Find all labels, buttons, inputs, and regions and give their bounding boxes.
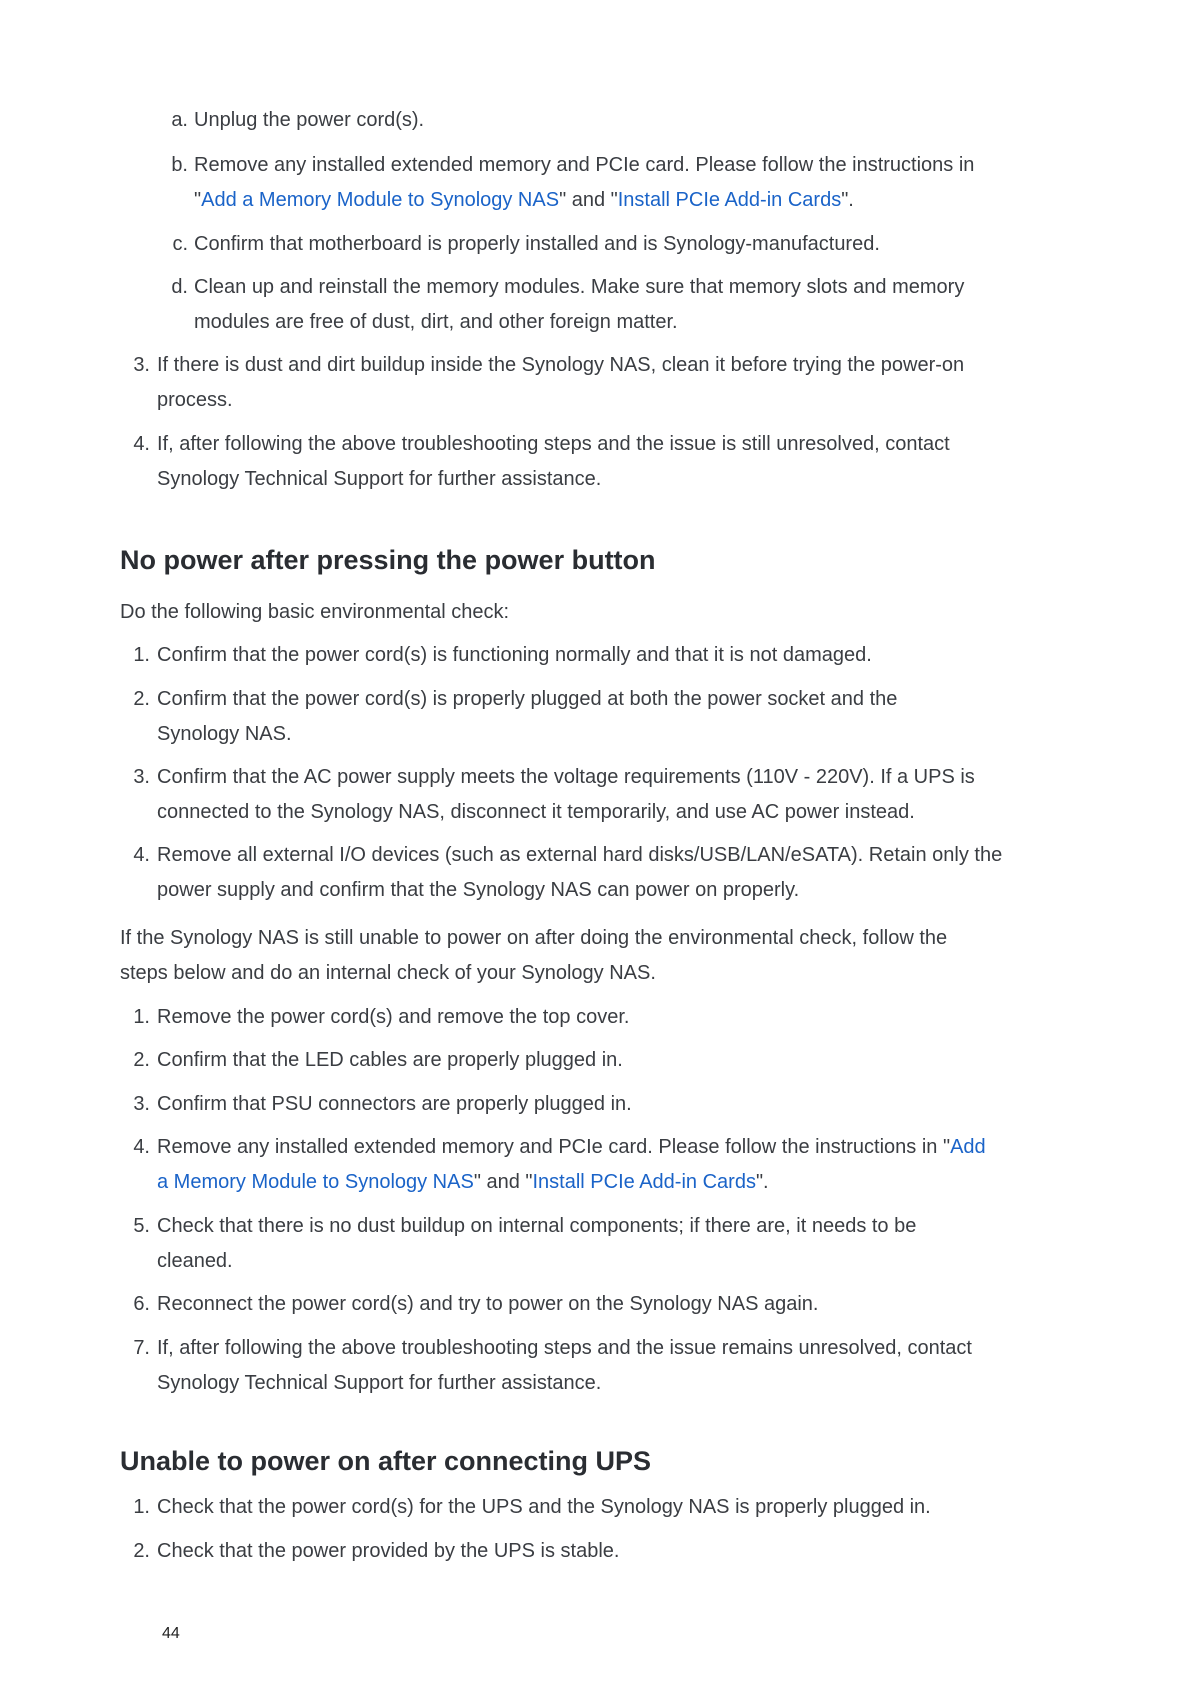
- list-item-text-with-links: [157, 1165, 769, 1199]
- list-item-text: Synology NAS.: [157, 723, 292, 745]
- list-item-text: Confirm that the power cord(s) is functioning normally and that it is not damaged.: [157, 644, 872, 666]
- sub-item-text: Unplug the power cord(s).: [194, 109, 425, 131]
- section-intro: Do the following basic environmental check:: [120, 601, 510, 623]
- page-number: 44: [162, 1625, 180, 1642]
- list-item-marker: 4.: [133, 844, 150, 866]
- list-item-text-with-link: [157, 1130, 986, 1164]
- link-install-pcie-cards[interactable]: Install PCIe Add-in Cards: [617, 189, 842, 211]
- list-item-marker: 4.: [133, 433, 150, 455]
- link-separator: " and ": [559, 189, 618, 211]
- sub-item-marker: c.: [172, 233, 188, 255]
- list-item-marker: 2.: [133, 1540, 150, 1562]
- list-item-text: connected to the Synology NAS, disconnect it temporarily, and use AC power instead.: [157, 801, 915, 823]
- sub-item-text: Remove any installed extended memory and PCIe card. Please follow the instructions in: [194, 154, 975, 176]
- list-item-marker: 6.: [133, 1293, 150, 1315]
- link-add-memory-module[interactable]: Add: [950, 1136, 986, 1158]
- link-add-memory-module[interactable]: a Memory Module to Synology NAS: [157, 1171, 474, 1193]
- section-heading: Unable to power on after connecting UPS: [120, 1446, 652, 1476]
- list-item-text: Synology Technical Support for further assistance.: [157, 1372, 602, 1394]
- sub-item-text: modules are free of dust, dirt, and other foreign matter.: [194, 311, 678, 333]
- list-item-marker: 1.: [133, 1496, 150, 1518]
- link-add-memory-module[interactable]: Add a Memory Module to Synology NAS: [201, 189, 560, 211]
- quote-close: ".: [755, 1171, 769, 1193]
- list-item-text: Check that there is no dust buildup on internal components; if there are, it needs to be: [157, 1215, 917, 1237]
- list-item-marker: 1.: [133, 644, 150, 666]
- list-item-text: Synology Technical Support for further assistance.: [157, 468, 602, 490]
- quote-close: ".: [841, 189, 854, 211]
- list-item-text: If, after following the above troubleshooting steps and the issue remains unresolved, contact: [157, 1337, 972, 1359]
- list-item-text: Remove the power cord(s) and remove the top cover.: [157, 1006, 630, 1028]
- sub-item-text: Clean up and reinstall the memory modules. Make sure that memory slots and memory: [194, 276, 965, 298]
- sub-item-marker: b.: [171, 154, 188, 176]
- quote-open: ": [194, 189, 202, 211]
- section-heading: No power after pressing the power button: [120, 545, 656, 575]
- list-item-text: Reconnect the power cord(s) and try to power on the Synology NAS again.: [157, 1293, 819, 1315]
- list-item-text: Confirm that the AC power supply meets the voltage requirements (110V - 220V). If a UPS is: [157, 766, 975, 788]
- list-item-marker: 2.: [133, 1049, 150, 1071]
- list-item-marker: 3.: [133, 766, 150, 788]
- list-item-text: power supply and confirm that the Synology NAS can power on properly.: [157, 879, 800, 901]
- list-item-text: Check that the power cord(s) for the UPS and the Synology NAS is properly plugged in.: [157, 1496, 931, 1518]
- sub-item-text-with-links: [194, 183, 854, 217]
- paragraph-line: If the Synology NAS is still unable to power on after doing the environmental check, follow the: [120, 927, 948, 949]
- list-item-text: If there is dust and dirt buildup inside the Synology NAS, clean it before trying the power-on: [157, 354, 965, 376]
- list-item-text: cleaned.: [157, 1250, 233, 1272]
- list-item-marker: 5.: [133, 1215, 150, 1237]
- list-item-text: If, after following the above troubleshooting steps and the issue is still unresolved, contact: [157, 433, 950, 455]
- list-item-text: Remove all external I/O devices (such as external hard disks/USB/LAN/eSATA). Retain only the: [157, 844, 1003, 866]
- list-item-text: Confirm that the power cord(s) is properly plugged at both the power socket and the: [157, 688, 898, 710]
- list-item-text: Remove any installed extended memory and PCIe card. Please follow the instructions in ": [157, 1136, 951, 1158]
- list-item-marker: 7.: [133, 1337, 150, 1359]
- paragraph-line: steps below and do an internal check of your Synology NAS.: [120, 962, 656, 984]
- list-item-text: Confirm that PSU connectors are properly plugged in.: [157, 1093, 632, 1115]
- sub-item-marker: a.: [171, 109, 188, 131]
- link-separator: " and ": [473, 1171, 533, 1193]
- list-item-marker: 1.: [133, 1006, 150, 1028]
- list-item-marker: 3.: [133, 1093, 150, 1115]
- sub-item-text: Confirm that motherboard is properly installed and is Synology-manufactured.: [194, 233, 880, 255]
- list-item-marker: 3.: [133, 354, 150, 376]
- list-item-text: Confirm that the LED cables are properly plugged in.: [157, 1049, 623, 1071]
- link-install-pcie-cards[interactable]: Install PCIe Add-in Cards: [532, 1171, 756, 1193]
- list-item-text: process.: [157, 389, 233, 411]
- list-item-marker: 4.: [133, 1136, 150, 1158]
- list-item-text: Check that the power provided by the UPS is stable.: [157, 1540, 620, 1562]
- list-item-marker: 2.: [133, 688, 150, 710]
- sub-item-marker: d.: [171, 276, 188, 298]
